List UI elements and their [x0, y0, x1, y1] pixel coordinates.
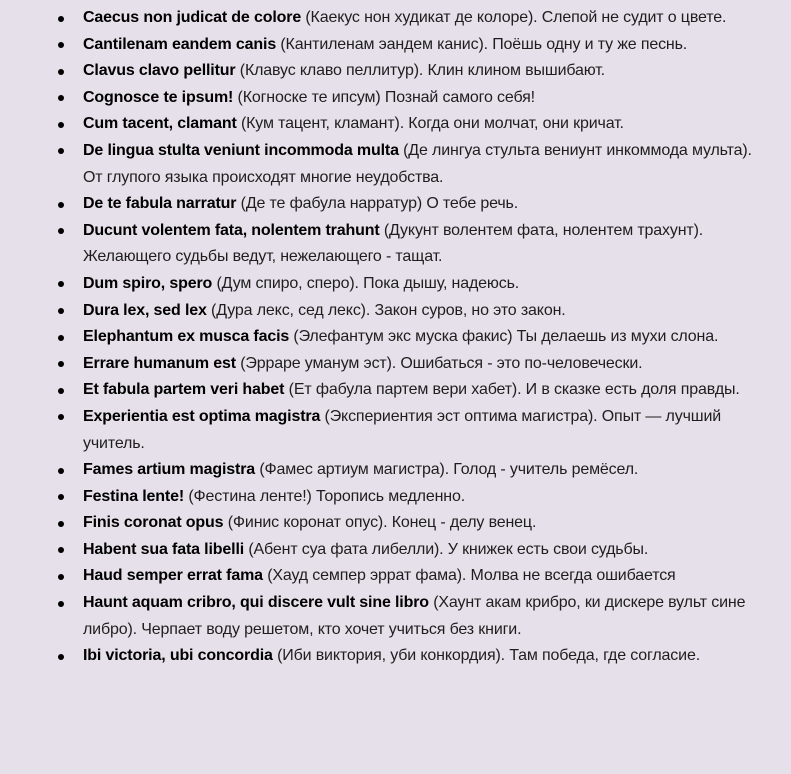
proverb-text: (Де те фабула нарратур) О тебе речь.: [240, 195, 518, 213]
bullet-icon: [58, 202, 64, 208]
proverb-item: [83, 404, 763, 457]
proverb-item: [83, 191, 763, 218]
latin-phrase: Haud semper errat fama: [83, 567, 263, 585]
bullet-icon: [58, 388, 64, 394]
proverb-text: (Финис коронат опус). Конец - делу венец.: [227, 514, 537, 532]
latin-phrase: Haunt aquam cribro, qui discere vult sine libro: [83, 594, 429, 612]
latin-phrase: De lingua stulta veniunt incommoda multa: [83, 141, 399, 159]
proverb-item: [83, 85, 763, 112]
proverb-item: [83, 351, 763, 378]
proverb-item: [83, 484, 763, 511]
proverb-text: (Клавус клаво пеллитур). Клин клином вышибают.: [239, 62, 605, 80]
bullet-icon: [58, 335, 64, 341]
proverb-text: (Абент суа фата либелли). У книжек есть свои судьбы.: [248, 540, 649, 558]
proverb-text: (Дукунт волентем фата, нолентем трахунт). Желающего судьбы ведут, нежелающего - тащат.: [83, 221, 704, 266]
proverb-text: (Хауд семпер эррат фама). Молва не всегда ошибается: [267, 567, 676, 585]
proverb-item: [83, 58, 763, 85]
proverb-text: (Эрраре уманум эст). Ошибаться - это по-человечески.: [240, 354, 643, 372]
bullet-icon: [58, 547, 64, 553]
bullet-icon: [58, 468, 64, 474]
latin-phrase: De te fabula narratur: [83, 195, 237, 213]
proverb-item: [83, 138, 763, 191]
latin-phrase: Clavus clavo pellitur: [83, 62, 236, 80]
proverb-text: (Хаунт акам крибро, ки дискере вульт сине либро). Черпает воду решетом, кто хочет учиться без книги.: [83, 594, 746, 638]
bullet-icon: [58, 414, 64, 420]
proverb-text: (Де лингуа стульта вениунт инкоммода мульта). От глупого языка происходят многие неудобства.: [83, 141, 752, 186]
bullet-icon: [58, 574, 64, 580]
proverb-item: [83, 324, 763, 351]
proverb-text: (Когноске те ипсум) Познай самого себя!: [237, 88, 535, 106]
bullet-icon: [58, 494, 64, 500]
bullet-icon: [58, 122, 64, 128]
proverb-text: (Фамес артиум магистра). Голод - учитель ремёсел.: [259, 461, 639, 479]
latin-phrase: Cum tacent, clamant: [83, 115, 237, 133]
proverb-text: (Дура лекс, сед лекс). Закон суров, но это закон.: [211, 301, 566, 319]
proverb-text: (Иби виктория, уби конкордия). Там победа, где согласие.: [277, 647, 700, 665]
proverb-item: [83, 590, 763, 643]
bullet-icon: [58, 69, 64, 75]
latin-phrase: Finis coronat opus: [83, 514, 224, 532]
latin-phrase: Festina lente!: [83, 487, 185, 505]
proverb-text: (Кум тацент, кламант). Когда они молчат, они кричат.: [240, 115, 624, 133]
latin-phrase: Elephantum ex musca facis: [83, 328, 290, 346]
proverb-item: [83, 643, 763, 670]
proverb-text: (Ет фабула партем вери хабет). И в сказке есть доля правды.: [288, 381, 740, 399]
bullet-icon: [58, 654, 64, 660]
bullet-icon: [58, 148, 64, 154]
latin-phrase: Ducunt volentem fata, nolentem trahunt: [83, 221, 380, 239]
latin-phrase: Fames artium magistra: [83, 461, 256, 479]
latin-phrase: Cantilenam eandem canis: [83, 35, 277, 53]
bullet-icon: [58, 361, 64, 367]
latin-phrase: Cognosce te ipsum!: [83, 88, 234, 106]
bullet-icon: [58, 16, 64, 22]
bullet-icon: [58, 521, 64, 527]
proverb-item: [83, 218, 763, 271]
proverb-item: [83, 111, 763, 138]
bullet-icon: [58, 281, 64, 287]
bullet-icon: [58, 601, 64, 607]
proverb-text: (Каекус нон худикат де колоре). Слепой не судит о цвете.: [305, 9, 727, 26]
proverb-text: (Фестина ленте!) Торопись медленно.: [188, 487, 466, 505]
latin-phrase: Caecus non judicat de colore: [83, 9, 302, 26]
latin-phrase: Experientia est optima magistra: [83, 407, 321, 425]
latin-phrase: Et fabula partem veri habet: [83, 381, 285, 399]
bullet-icon: [58, 42, 64, 48]
proverb-item: [83, 510, 763, 537]
proverb-item: [83, 5, 763, 32]
proverb-item: [83, 537, 763, 564]
proverb-item: [83, 377, 763, 404]
bullet-icon: [58, 308, 64, 314]
latin-phrase: Habent sua fata libelli: [83, 540, 245, 558]
proverb-text: (Дум спиро, сперо). Пока дышу, надеюсь.: [216, 274, 520, 292]
proverb-item: [83, 457, 763, 484]
proverb-text: (Элефантум экс муска факис) Ты делаешь из мухи слона.: [293, 328, 719, 346]
proverb-text: (Экспериентия эст оптима магистра). Опыт — лучший учитель.: [83, 407, 722, 452]
proverb-item: [83, 563, 763, 590]
latin-phrase: Dura lex, sed lex: [83, 301, 207, 319]
proverb-item: [83, 32, 763, 59]
latin-phrase: Ibi victoria, ubi concordia: [83, 647, 273, 665]
bullet-icon: [58, 95, 64, 101]
bullet-icon: [58, 228, 64, 234]
proverb-text: (Кантиленам эандем канис). Поёшь одну и ту же песнь.: [280, 35, 688, 53]
latin-phrase: Dum spiro, spero: [83, 274, 213, 292]
proverb-item: [83, 298, 763, 325]
latin-phrase: Errare humanum est: [83, 354, 236, 372]
proverb-item: [83, 271, 763, 298]
